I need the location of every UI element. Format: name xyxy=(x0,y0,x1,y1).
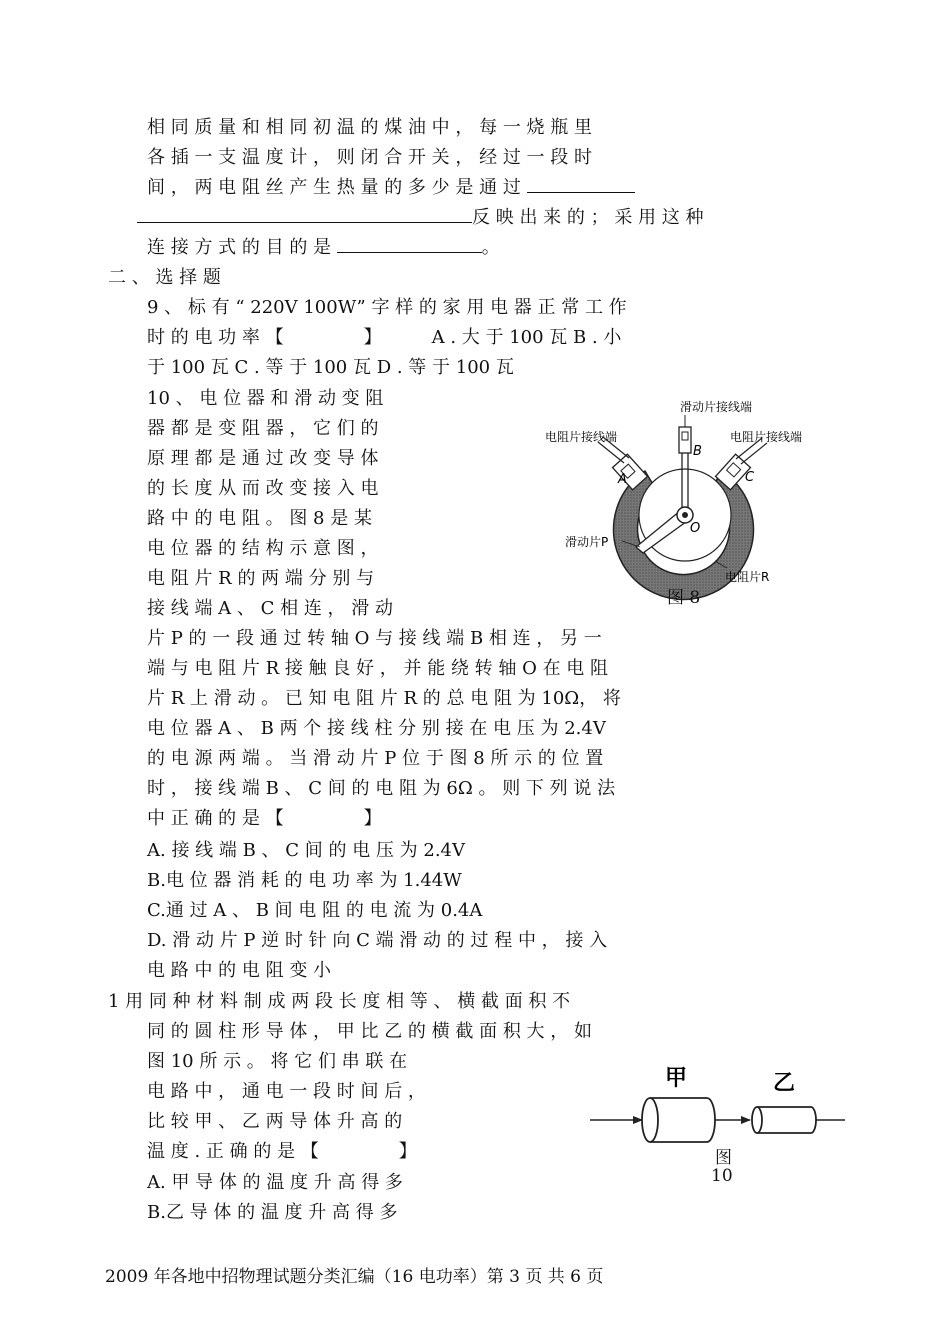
text: 同 的 圆 柱 形 导 体 ， 甲 比 乙 的 横 截 面 积 大 ， 如 xyxy=(147,1021,592,1042)
text-line xyxy=(147,113,592,143)
text: A . 大 于 100 瓦 B . 小 xyxy=(431,327,622,348)
text: 端 与 电 阻 片 R 接 触 良 好 ， 并 能 绕 转 轴 O 在 电 阻 xyxy=(147,658,609,679)
text: 】 xyxy=(398,1141,417,1162)
text: 比 较 甲 、 乙 两 导 体 升 高 的 xyxy=(147,1111,403,1132)
text: 10 、 电 位 器 和 滑 动 变 阻 xyxy=(147,388,384,409)
option-d xyxy=(147,926,607,956)
text-line xyxy=(147,444,379,474)
text: 片 R 上 滑 动 。 已 知 电 阻 片 R 的 总 电 阻 为 10Ω， 将 xyxy=(147,688,621,709)
label-a: A xyxy=(618,472,627,487)
option-b xyxy=(147,1198,397,1228)
arrow-icon xyxy=(741,1116,751,1124)
text: B.乙 导 体 的 温 度 升 高 得 多 xyxy=(147,1202,398,1223)
text: 电 阻 片 R 的 两 端 分 别 与 xyxy=(147,568,375,589)
text-line xyxy=(147,1107,402,1137)
text-line xyxy=(147,1077,426,1107)
label-right-terminal: 电阻片接线端 xyxy=(730,430,803,444)
option-a xyxy=(147,1168,403,1198)
text-line xyxy=(137,203,704,233)
text: B.电 位 器 消 耗 的 电 功 率 为 1.44W xyxy=(147,870,462,891)
figure-10-caption-a: 图 xyxy=(715,1148,732,1168)
cylinder-yi xyxy=(752,1107,816,1133)
text-line xyxy=(147,714,606,744)
text-line xyxy=(147,1137,417,1167)
text-line xyxy=(147,173,635,203)
label-resistor: 电阻片R xyxy=(725,570,770,584)
label-slider-terminal: 滑动片接线端 xyxy=(680,400,753,414)
text-line xyxy=(147,233,500,263)
text-line xyxy=(147,804,382,834)
label-c: C xyxy=(745,470,755,485)
text-line xyxy=(147,293,627,323)
section-heading xyxy=(108,263,221,293)
text-line xyxy=(147,654,608,684)
figure-10-conductors xyxy=(585,1060,850,1150)
text-line xyxy=(147,474,379,504)
text: 连 接 方 式 的 目 的 是 xyxy=(147,237,332,258)
text: 中 正 确 的 是 【 xyxy=(147,808,284,829)
text-line xyxy=(108,987,570,1017)
text: 接 线 端 A 、 C 相 连 ， 滑 动 xyxy=(147,598,393,619)
text: 片 P 的 一 段 通 过 转 轴 O 与 接 线 端 B 相 连 ， 另 一 xyxy=(147,628,602,649)
text-line xyxy=(147,353,514,383)
text: 于 100 瓦 C . 等 于 100 瓦 D . 等 于 100 瓦 xyxy=(147,357,514,378)
text: A. 甲 导 体 的 温 度 升 高 得 多 xyxy=(147,1172,403,1193)
text: 二 、 选 择 题 xyxy=(108,267,221,288)
text-line xyxy=(147,684,621,714)
text: 】 xyxy=(363,327,382,348)
text-line xyxy=(147,774,615,804)
answer-blank xyxy=(137,204,472,223)
text-line xyxy=(147,534,379,564)
text: 路 中 的 电 阻 。 图 8 是 某 xyxy=(147,508,372,529)
label-jia: 甲 xyxy=(665,1066,688,1091)
text: 9 、 标 有 “ 220V 100W” 字 样 的 家 用 电 器 正 常 工 作 xyxy=(147,297,627,318)
label-yi: 乙 xyxy=(773,1071,796,1096)
option-d-cont xyxy=(147,956,331,986)
text-line xyxy=(147,594,393,624)
text: 原 理 都 是 通 过 改 变 导 体 xyxy=(147,448,379,469)
label-b: B xyxy=(693,444,702,459)
label-o: O xyxy=(690,521,701,536)
text-line xyxy=(147,1017,592,1047)
label-slider: 滑动片P xyxy=(565,535,609,549)
text: 相 同 质 量 和 相 同 初 温 的 煤 油 中 ， 每 一 烧 瓶 里 xyxy=(147,117,592,138)
text: 1 用 同 种 材 料 制 成 两 段 长 度 相 等 、 横 截 面 积 不 xyxy=(108,991,571,1012)
text: A. 接 线 端 B 、 C 间 的 电 压 为 2.4V xyxy=(147,840,466,861)
figure-8-caption: 图 8 xyxy=(667,588,701,608)
text: 间 ， 两 电 阻 丝 产 生 热 量 的 多 少 是 通 过 xyxy=(147,177,521,198)
text-line xyxy=(147,624,602,654)
text: 电 位 器 A 、 B 两 个 接 线 柱 分 别 接 在 电 压 为 2.4V xyxy=(147,718,606,739)
text: 时 ， 接 线 端 B 、 C 间 的 电 阻 为 6Ω 。 则 下 列 说 法 xyxy=(147,778,616,799)
text: 电 位 器 的 结 构 示 意 图 ， xyxy=(147,538,379,559)
figure-10-caption-b: 10 xyxy=(711,1166,733,1186)
text: 温 度 . 正 确 的 是 【 xyxy=(147,1141,319,1162)
text: 电 路 中 的 电 阻 变 小 xyxy=(147,960,332,981)
text: 图 10 所 示 。 将 它 们 串 联 在 xyxy=(147,1051,408,1072)
figure-8-potentiometer xyxy=(540,395,825,610)
text-line xyxy=(147,143,592,173)
text-line xyxy=(147,384,383,414)
text-line xyxy=(147,414,379,444)
label-left-terminal: 电阻片接线端 xyxy=(545,430,618,444)
option-b xyxy=(147,866,462,896)
text: 反 映 出 来 的 ； 采 用 这 种 xyxy=(472,207,704,228)
text: C.通 过 A 、 B 间 电 阻 的 电 流 为 0.4A xyxy=(147,900,483,921)
answer-blank xyxy=(527,174,635,193)
text: 各 插 一 支 温 度 计 ， 则 闭 合 开 关 ， 经 过 一 段 时 xyxy=(147,147,592,168)
text: D. 滑 动 片 P 逆 时 针 向 C 端 滑 动 的 过 程 中 ， 接 入 xyxy=(147,930,608,951)
text: 电 路 中 ， 通 电 一 段 时 间 后 ， xyxy=(147,1081,426,1102)
text: 器 都 是 变 阻 器 ， 它 们 的 xyxy=(147,418,379,439)
text: 时 的 电 功 率 【 xyxy=(147,327,284,348)
text-line xyxy=(147,744,603,774)
cylinder-jia xyxy=(642,1098,715,1142)
page-footer: 2009 年各地中招物理试题分类汇编（16 电功率）第 3 页 共 6 页 xyxy=(105,1267,604,1287)
answer-blank xyxy=(337,234,482,253)
text: 】 xyxy=(363,808,382,829)
terminal-c xyxy=(716,438,767,490)
text-line xyxy=(147,323,621,353)
text-line xyxy=(147,504,372,534)
option-c xyxy=(147,896,482,926)
text: 的 电 源 两 端 。 当 滑 动 片 P 位 于 图 8 所 示 的 位 置 xyxy=(147,748,604,769)
text: 。 xyxy=(481,237,500,258)
option-a xyxy=(147,836,465,866)
text-line xyxy=(147,564,374,594)
text-line xyxy=(147,1047,407,1077)
text: 的 长 度 从 而 改 变 接 入 电 xyxy=(147,478,379,499)
